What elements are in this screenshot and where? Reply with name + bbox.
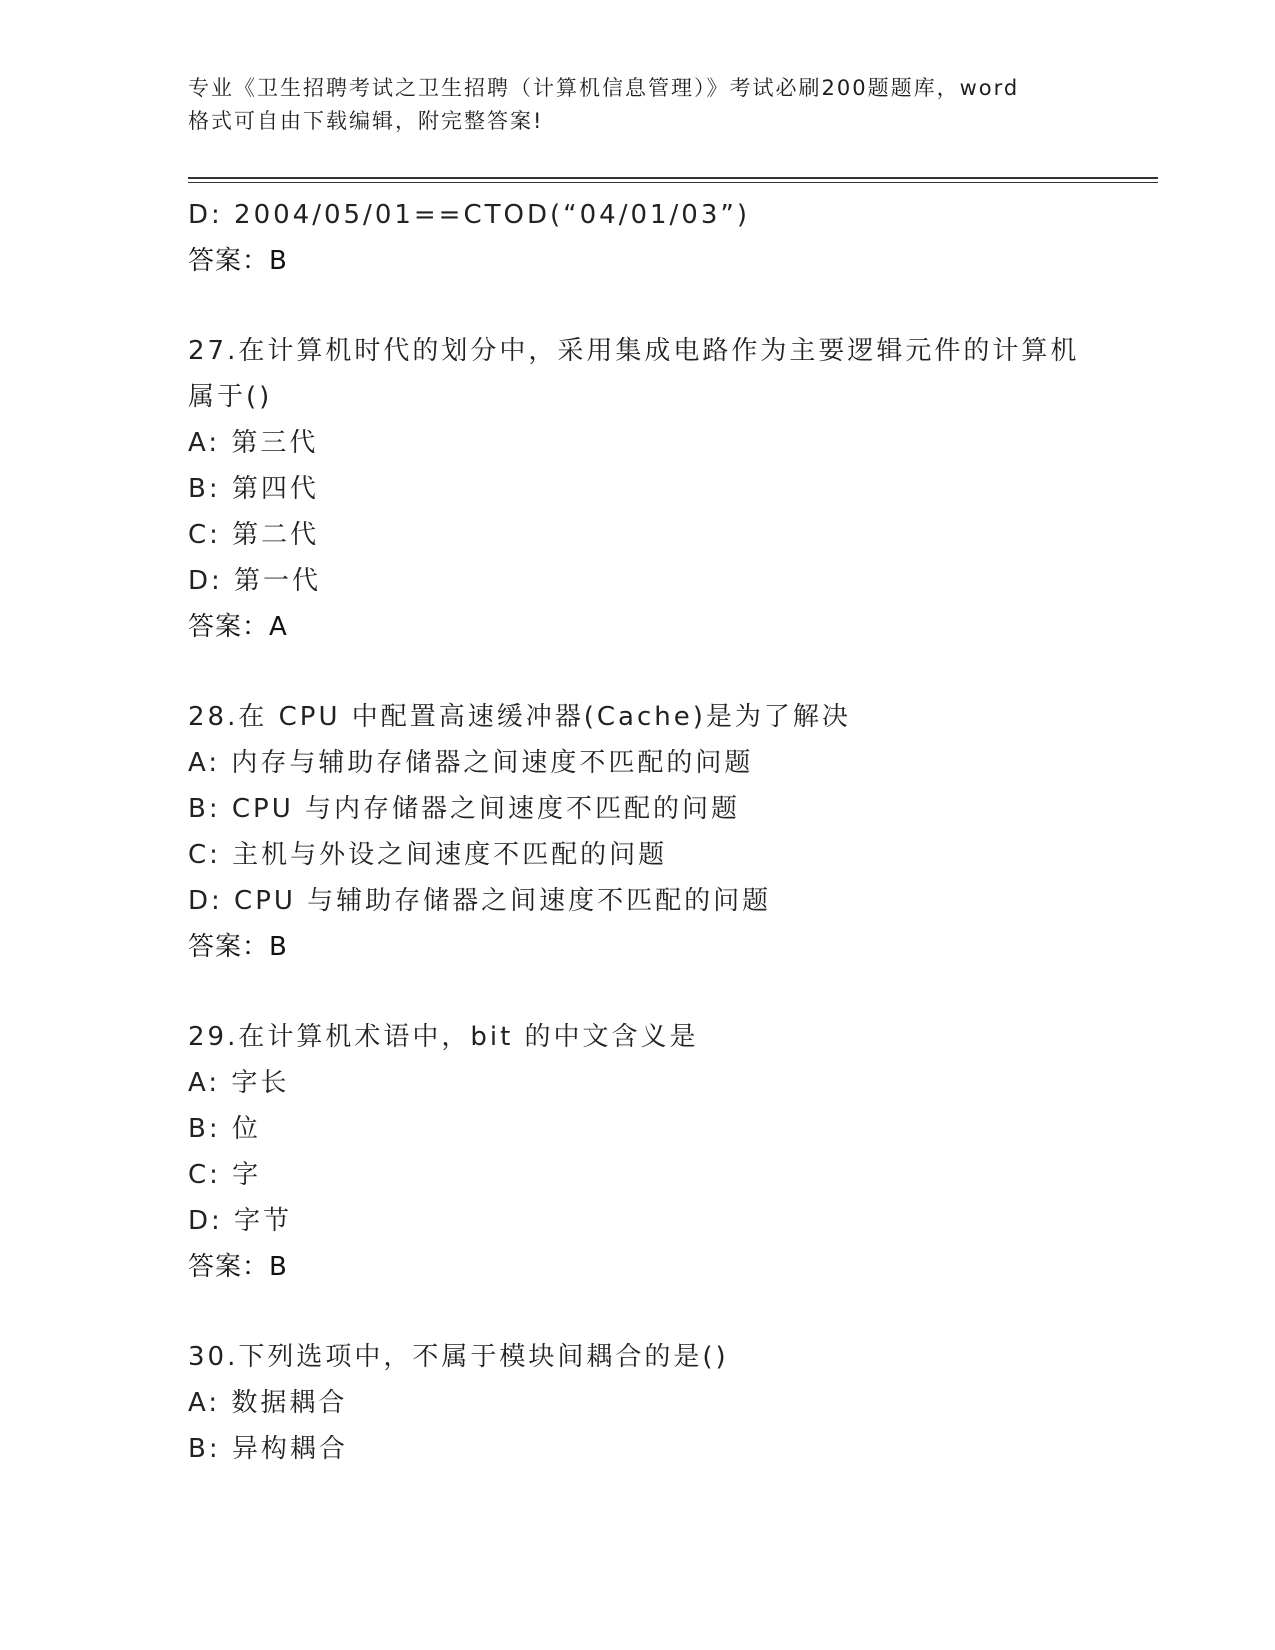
question-stem: 30.下列选项中，不属于模块间耦合的是(): [188, 1342, 729, 1372]
question-stem: 29.在计算机术语中，bit 的中文含义是: [188, 1022, 699, 1052]
option-c: C: 第二代: [188, 520, 320, 550]
option-d: D: 2004/05/01==CTOD(“04/01/03”): [188, 200, 750, 230]
header-line-2: 格式可自由下载编辑，附完整答案!: [188, 109, 544, 133]
question-stem: 27.在计算机时代的划分中，采用集成电路作为主要逻辑元件的计算机: [188, 336, 1080, 366]
option-d: D: 第一代: [188, 566, 322, 596]
answer-line: 答案：B: [188, 932, 288, 962]
option-d: D: 字节: [188, 1206, 293, 1236]
answer-line: 答案：A: [188, 612, 288, 642]
question-27: [188, 328, 1148, 650]
option-a: A: 数据耦合: [188, 1388, 348, 1418]
question-29: [188, 1014, 1148, 1290]
answer-line: 答案：B: [188, 1252, 288, 1282]
option-c: C: 主机与外设之间速度不匹配的问题: [188, 840, 668, 870]
question-30: [188, 1334, 1148, 1472]
document-body: [188, 192, 1148, 1472]
question-stem: 28.在 CPU 中配置高速缓冲器(Cache)是为了解决: [188, 702, 851, 732]
option-a: A: 第三代: [188, 428, 319, 458]
header-line-1: 专业《卫生招聘考试之卫生招聘（计算机信息管理）》考试必刷200题题库，word: [188, 76, 1020, 100]
question-28: [188, 694, 1148, 970]
header-divider-thick: [188, 177, 1158, 179]
option-b: B: 异构耦合: [188, 1434, 348, 1464]
document-header: [188, 72, 1088, 138]
question-stem-continued: 属于(): [188, 382, 273, 412]
answer-line: 答案：B: [188, 246, 288, 276]
option-a: A: 字长: [188, 1068, 290, 1098]
option-c: C: 字: [188, 1160, 262, 1190]
option-b: B: 第四代: [188, 474, 319, 504]
option-b: B: CPU 与内存储器之间速度不匹配的问题: [188, 794, 740, 824]
option-b: B: 位: [188, 1114, 261, 1144]
question-26-continued: [188, 192, 1148, 284]
header-divider-thin: [188, 182, 1158, 183]
option-d: D: CPU 与辅助存储器之间速度不匹配的问题: [188, 886, 772, 916]
option-a: A: 内存与辅助存储器之间速度不匹配的问题: [188, 748, 754, 778]
